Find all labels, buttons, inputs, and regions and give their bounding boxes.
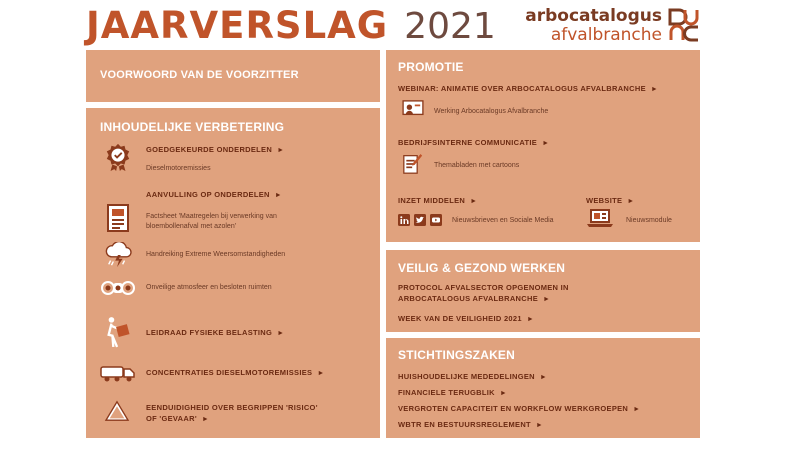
foundation-item-label: HUISHOUDELIJKE MEDEDELINGEN xyxy=(398,372,535,381)
worker-lifting-icon xyxy=(104,316,132,348)
chevron-right-icon: ► xyxy=(274,192,282,199)
internal-communication-link[interactable] xyxy=(398,138,549,147)
safety-panel xyxy=(386,250,700,332)
youtube-icon[interactable] xyxy=(430,214,442,226)
webinar-label: WEBINAR: ANIMATIE OVER ARBOCATALOGUS AFVALBRANCHE xyxy=(398,84,646,93)
promotion-panel xyxy=(386,50,700,242)
media-note: Nieuwsbrieven en Sociale Media xyxy=(452,217,554,224)
twitter-icon[interactable] xyxy=(414,214,426,226)
warning-triangle-icon xyxy=(104,400,130,422)
protocol-line-2: ARBOCATALOGUS AFVALBRANCHE xyxy=(398,294,539,303)
award-icon xyxy=(104,142,132,172)
chevron-right-icon: ► xyxy=(627,198,635,205)
risk-link[interactable] xyxy=(146,402,326,425)
website-link[interactable] xyxy=(586,196,635,205)
foundation-item-capacity[interactable] xyxy=(398,404,640,413)
media-link[interactable] xyxy=(398,196,477,205)
brand-name: arbocatalogus xyxy=(525,6,662,26)
atmosphere-note[interactable]: Onveilige atmosfeer en besloten ruimten xyxy=(146,284,272,291)
safety-week-link[interactable] xyxy=(398,314,534,323)
chevron-right-icon: ► xyxy=(277,330,285,337)
foundation-item-household[interactable] xyxy=(398,372,547,381)
website-label: WEBSITE xyxy=(586,196,623,205)
physical-load-label: LEIDRAAD FYSIEKE BELASTING xyxy=(146,328,273,337)
protocol-line-1: PROTOCOL AFVALSECTOR OPGENOMEN IN xyxy=(398,283,569,292)
physical-load-link[interactable] xyxy=(146,328,284,337)
storm-icon xyxy=(104,242,132,268)
chevron-right-icon: ► xyxy=(650,86,659,93)
document-icon xyxy=(107,204,129,232)
report-title xyxy=(86,4,496,48)
chevron-right-icon: ► xyxy=(539,374,548,381)
foundation-item-label: WBTR EN BESTUURSREGLEMENT xyxy=(398,420,531,429)
foreword-panel[interactable] xyxy=(86,50,380,102)
additions-link[interactable] xyxy=(146,190,282,199)
edit-document-icon xyxy=(403,152,423,176)
additions-note[interactable]: Factsheet 'Maatregelen bij verwerking van bloembollenafval met azolen' xyxy=(146,213,277,230)
internal-communication-label: BEDRIJFSINTERNE COMMUNICATIE xyxy=(398,138,538,147)
promotion-title: PROMOTIE xyxy=(398,60,464,74)
internal-communication-note[interactable]: Themabladen met cartoons xyxy=(434,162,520,169)
risk-label: EENDUIDIGHEID OVER BEGRIPPEN 'RISICO' OF 'GEVAAR' xyxy=(146,403,318,423)
foundation-item-label: VERGROTEN CAPACITEIT EN WORKFLOW WERKGROEPEN xyxy=(398,404,629,413)
safety-title: VEILIG & GEZOND WERKEN xyxy=(398,261,566,275)
chevron-right-icon: ► xyxy=(317,370,325,377)
brand-mark-icon xyxy=(668,8,700,42)
chevron-right-icon: ► xyxy=(277,147,285,154)
report-title-text: JAARVERSLAG xyxy=(86,4,389,47)
chevron-right-icon: ► xyxy=(542,140,550,147)
media-label: INZET MIDDELEN xyxy=(398,196,466,205)
presentation-icon xyxy=(402,100,424,118)
weather-note[interactable]: Handreiking Extreme Weersomstandigheden xyxy=(146,251,286,258)
linkedin-icon[interactable] xyxy=(398,214,410,226)
chevron-right-icon: ► xyxy=(535,422,544,429)
approved-parts-link[interactable] xyxy=(146,145,284,154)
diesel-label: CONCENTRATIES DIESELMOTOREMISSIES xyxy=(146,368,313,377)
diesel-link[interactable] xyxy=(146,368,325,377)
laptop-icon xyxy=(587,208,613,228)
chevron-right-icon: ► xyxy=(633,406,641,413)
report-year: 2021 xyxy=(404,6,496,47)
safety-week-label: WEEK VAN DE VEILIGHEID 2021 xyxy=(398,314,522,323)
webinar-link[interactable] xyxy=(398,84,658,93)
website-note: Nieuwsmodule xyxy=(626,217,672,224)
webinar-note[interactable]: Werking Arbocatalogus Afvalbranche xyxy=(434,108,549,115)
content-improvement-panel xyxy=(86,108,380,438)
foundation-panel xyxy=(386,338,700,438)
foundation-item-label: FINANCIELE TERUGBLIK xyxy=(398,388,495,397)
foreword-title[interactable]: VOORWOORD VAN DE VOORZITTER xyxy=(100,69,299,81)
truck-icon xyxy=(100,364,136,382)
chevron-right-icon: ► xyxy=(201,416,210,423)
additions-label: AANVULLING OP ONDERDELEN xyxy=(146,190,270,199)
foundation-item-wbtr[interactable] xyxy=(398,420,543,429)
brand-logo[interactable] xyxy=(525,6,700,45)
approved-parts-note: Dieselmotoremissies xyxy=(146,165,211,172)
chevron-right-icon: ► xyxy=(499,390,508,397)
chevron-right-icon: ► xyxy=(543,296,551,303)
foundation-title: STICHTINGSZAKEN xyxy=(398,348,515,362)
foundation-item-finance[interactable] xyxy=(398,388,507,397)
brand-subtitle: afvalbranche xyxy=(550,25,662,45)
confined-space-icon xyxy=(100,280,136,296)
protocol-link[interactable] xyxy=(398,282,569,305)
content-improvement-title: INHOUDELIJKE VERBETERING xyxy=(100,120,285,134)
approved-parts-label: GOEDGEKEURDE ONDERDELEN xyxy=(146,145,273,154)
chevron-right-icon: ► xyxy=(470,198,478,205)
chevron-right-icon: ► xyxy=(526,316,535,323)
